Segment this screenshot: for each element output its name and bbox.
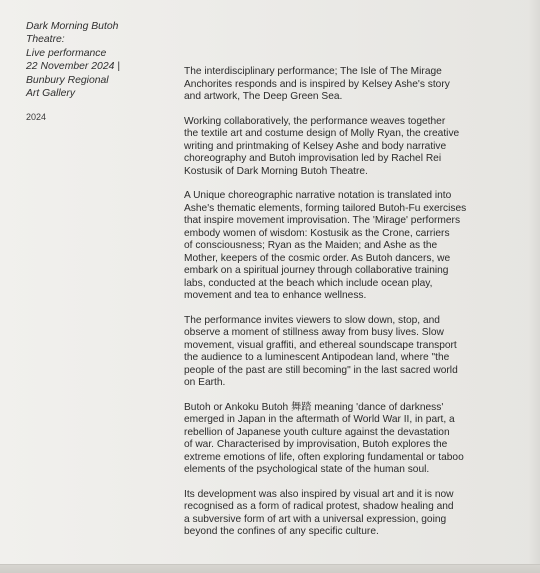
text-line: A Unique choreographic narrative notation is translated into — [184, 190, 452, 201]
text-line: movement and tea to enhance wellness. — [184, 290, 367, 301]
text-line: Anchorites responds and is inspired by Kelsey Ashe's story — [184, 78, 450, 90]
text-line: of war. Characterised by improvisation, Butoh explores the — [184, 439, 448, 450]
caption-line: Art Gallery — [26, 88, 76, 100]
text-line: Mother, keepers of the cosmic order. As Butoh dancers, we — [184, 252, 451, 264]
caption-line: Theatre: — [26, 34, 65, 46]
text-line: of consciousness; Ryan as the Maiden; and Ashe as the — [184, 240, 438, 251]
paragraph — [184, 190, 494, 303]
text-line: Butoh or Ankoku Butoh 舞踏 meaning 'dance of darkness' — [184, 401, 444, 413]
caption-year: 2024 — [26, 112, 47, 122]
wall-shadow — [528, 0, 540, 573]
label-bottom-edge — [0, 564, 540, 573]
paragraph — [184, 315, 494, 390]
text-line: Its development was also inspired by visual art and it is now — [184, 488, 454, 500]
text-line: The interdisciplinary performance; The Isle of The Mirage — [184, 66, 442, 77]
caption-line: Dark Morning Butoh — [26, 21, 119, 32]
text-line: labs, conducted at the beach which include ocean play, — [184, 277, 433, 289]
text-line: extreme emotions of life, often exploring fundamental or taboo — [184, 451, 464, 463]
text-line: and artwork, The Deep Green Sea. — [184, 91, 343, 102]
text-line: beyond the confines of any specific culture. — [184, 526, 379, 537]
text-line: Working collaboratively, the performance weaves together — [184, 115, 446, 127]
text-line: recognised as a form of radical protest, shadow healing and — [184, 501, 454, 512]
text-line: rebellion of Japanese youth culture against the devastation — [184, 426, 450, 438]
paragraph — [184, 402, 494, 477]
caption-line: 22 November 2024 | — [26, 61, 120, 73]
text-line: that inspire movement improvisation. The 'Mirage' performers — [184, 215, 461, 226]
text-line: a subversive form of art with a universal expression, going — [184, 513, 447, 525]
text-line: emerged in Japan in the aftermath of World War II, in part, a — [184, 414, 455, 425]
text-line: choreography and Butoh improvisation led by Rachel Rei — [184, 153, 442, 164]
text-line: on Earth. — [184, 377, 226, 388]
paragraph — [184, 489, 494, 539]
paragraph — [184, 116, 494, 179]
text-line: Ashe's thematic elements, forming tailored Butoh-Fu exercises — [184, 202, 467, 214]
paragraph — [184, 66, 494, 104]
text-line: Kostusik of Dark Morning Butoh Theatre. — [184, 165, 368, 177]
text-line: embody women of wisdom: Kostusik as the Crone, carriers — [184, 227, 450, 239]
caption-line: Live performance — [26, 47, 107, 59]
text-line: the audience to a luminescent Antipodean land, where "the — [184, 352, 450, 363]
text-line: The performance invites viewers to slow down, stop, and — [184, 314, 440, 326]
text-line: embark on a spiritual journey through collaborative training — [184, 265, 449, 276]
text-line: movement, visual graffiti, and ethereal soundscape transport — [184, 339, 457, 351]
text-line: people of the past are still becoming" in the last sacred world — [184, 364, 458, 376]
description-text — [184, 66, 494, 551]
text-line: the textile art and costume design of Molly Ryan, the creative — [184, 128, 460, 139]
text-line: elements of the psychological state of the human soul. — [184, 464, 430, 475]
text-line: writing and printmaking of Kelsey Ashe and body narrative — [184, 140, 447, 152]
text-line: observe a moment of stillness away from busy lives. Slow — [184, 327, 444, 338]
artwork-caption — [26, 20, 144, 100]
caption-line: Bunbury Regional — [26, 74, 109, 86]
